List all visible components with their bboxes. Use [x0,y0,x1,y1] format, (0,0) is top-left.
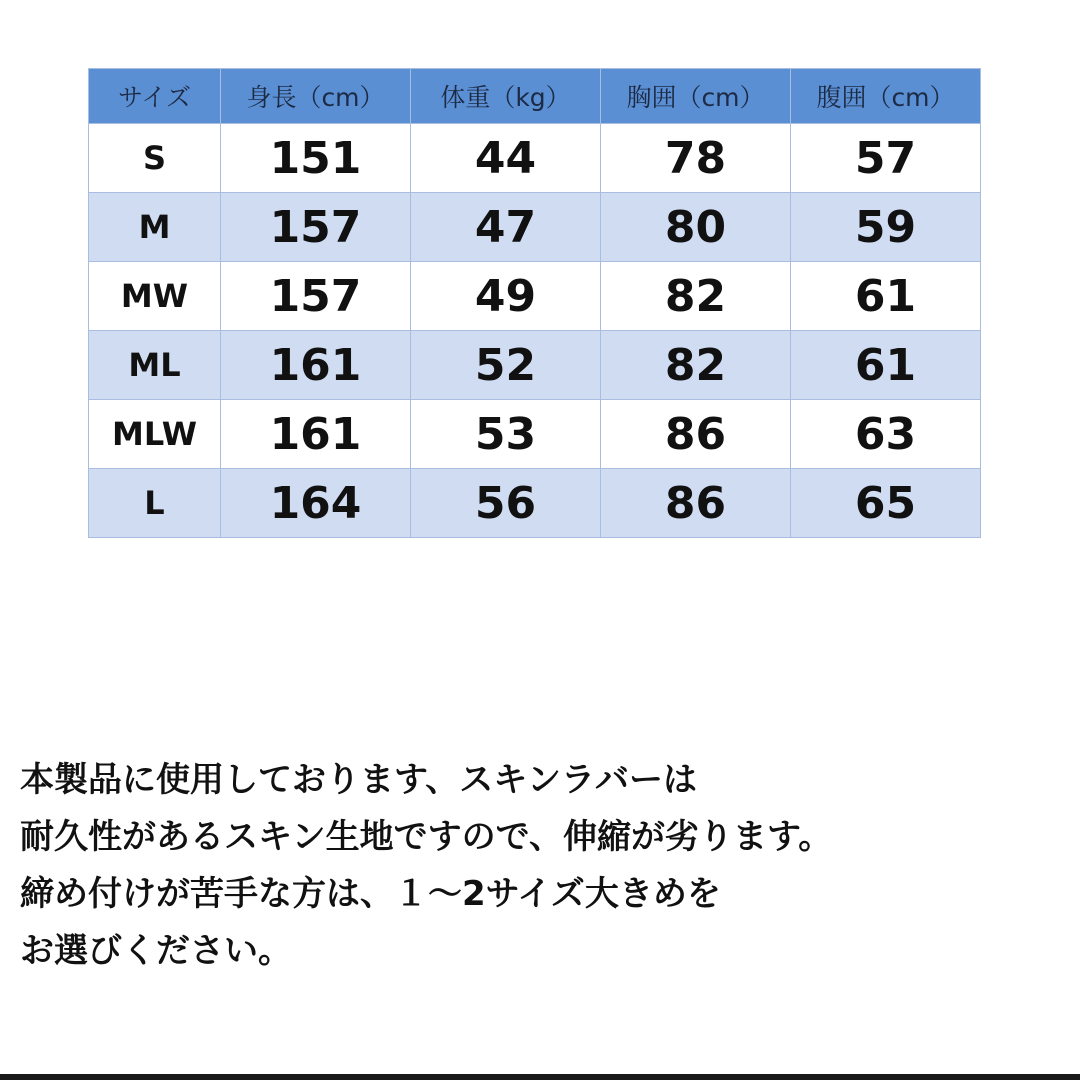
notice-line: お選びください。 [20,931,292,971]
chest-cell: 86 [601,469,791,538]
height-cell: 161 [221,400,411,469]
waist-cell: 59 [791,193,981,262]
waist-cell: 65 [791,469,981,538]
waist-cell: 63 [791,400,981,469]
chest-cell: 78 [601,124,791,193]
table-row [89,193,981,262]
waist-cell: 61 [791,331,981,400]
size-chart-table [88,68,981,538]
table-row [89,331,981,400]
weight-cell: 53 [411,400,601,469]
header-weight: 体重（kg） [411,69,601,124]
table-row [89,124,981,193]
height-cell: 151 [221,124,411,193]
header-size: サイズ [89,69,221,124]
weight-cell: 49 [411,262,601,331]
size-cell: L [89,469,221,538]
weight-cell: 56 [411,469,601,538]
waist-cell: 61 [791,262,981,331]
table-row [89,262,981,331]
header-waist: 腹囲（cm） [791,69,981,124]
notice-line: 耐久性があるスキン生地ですので、伸縮が劣ります。 [20,817,833,857]
size-chart-header [89,69,981,124]
size-cell: M [89,193,221,262]
size-cell: S [89,124,221,193]
size-cell: MW [89,262,221,331]
size-cell: ML [89,331,221,400]
header-chest: 胸囲（cm） [601,69,791,124]
weight-cell: 52 [411,331,601,400]
bottom-divider [0,1074,1080,1080]
chest-cell: 82 [601,262,791,331]
header-height: 身長（cm） [221,69,411,124]
waist-cell: 57 [791,124,981,193]
height-cell: 157 [221,262,411,331]
weight-cell: 47 [411,193,601,262]
table-row [89,400,981,469]
height-cell: 157 [221,193,411,262]
size-chart-body [89,124,981,538]
chest-cell: 80 [601,193,791,262]
chest-cell: 82 [601,331,791,400]
chest-cell: 86 [601,400,791,469]
height-cell: 161 [221,331,411,400]
notice-line: 本製品に使用しております、スキンラバーは [20,760,697,800]
table-row [89,469,981,538]
notice-line: 締め付けが苦手な方は、１～2サイズ大きめを [20,874,721,914]
size-cell: MLW [89,400,221,469]
header-row [89,69,981,124]
material-notice [20,752,1070,980]
height-cell: 164 [221,469,411,538]
weight-cell: 44 [411,124,601,193]
